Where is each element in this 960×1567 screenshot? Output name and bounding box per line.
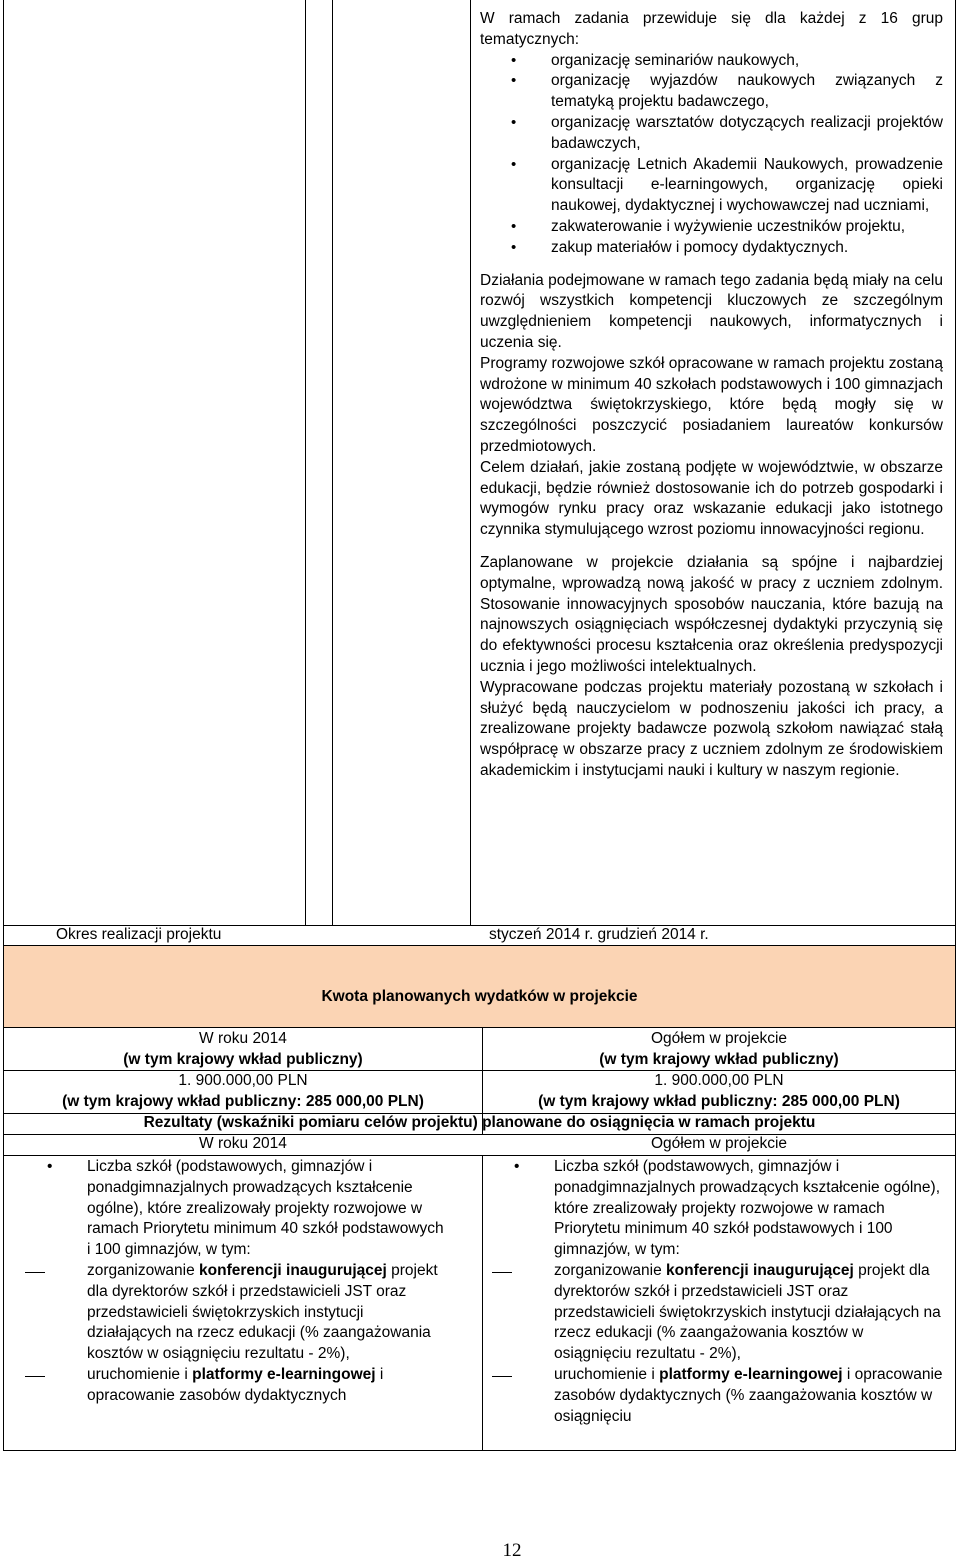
bullet-icon: • [514, 1158, 520, 1175]
expenses-col2-heading: Ogółem w projekcie [650, 1030, 788, 1047]
paragraph-materials: Wypracowane podczas projektu materiały pozostaną w szkołach i służyć będą nauczycielom w podnoszeniu jakości ich pracy, a zrealizowane projekty badawcze pozwolą szkołom nawiązać stałą współpracę w obszarze pracy z uczniem zdolnym ze środowiskiem akademickim i instytucjami nauki i kultury w naszym regionie. [480, 678, 943, 779]
result-indicator: • Liczba szkół (podstawowych, gimnazjów i ponadgimnazjalnych prowadzących kształcenie ogólne), które zrealizowały projekty rozwojowe w ramach Priorytetu minimum 40 szkół podstawowych i 100 gimnazjów, w tym: [514, 1158, 941, 1259]
paragraph-planned-actions: Zaplanowane w projekcie działania są spójne i najbardziej optymalne, wprowadzą nową jakość w pracy z uczniem zdolnym. Stosowanie innowacyjnych sposobów nauczania, które bazują na najnowszych osiągnięciach współczesnej dydaktyki przyczynią się do efektywności procesu kształcenia oraz określenia predyspozycji ucznia i jego możliwości intelektualnych. [480, 553, 943, 675]
list-item: • organizację seminariów naukowych, [480, 51, 943, 72]
amount-public-contribution: (w tym krajowy wkład publiczny: 285 000,00 PLN) [538, 1092, 900, 1110]
list-item: • organizację wyjazdów naukowych związanych z tematyką projektu badawczego, [480, 71, 943, 113]
expenses-col2-subheading: (w tym krajowy wkład publiczny) [599, 1050, 839, 1068]
list-item: • organizację warsztatów dotyczących realizacji projektów badawczych, [480, 113, 943, 155]
table-row-divider [3, 1155, 956, 1156]
table-border-left [3, 945, 4, 1027]
paragraph-goals: Celem działań, jakie zostaną podjęte w województwie, w obszarze edukacji, będzie również dostosowanie ich do potrzeb gospodarki i wymogów rynku pracy oraz wskazanie edukacji jako istotnego czynnika stymulującego wzrost poziomu innowacyjności regionu. [480, 458, 943, 539]
result-sub-item: zorganizowanie konferencji inaugurującej projekt dla dyrektorów szkół i przedstawicieli JST oraz przedstawicieli świętokrzyskich instytucji działających na rzecz edukacji (% zaangażowania kosztów w osiągnięciu rezultatu - 2%), [87, 1261, 449, 1365]
expenses-col1-header [4, 1029, 482, 1071]
task-description [480, 9, 943, 782]
results-title: Rezultaty (wskaźniki pomiaru celów projektu) planowane do osiągnięcia w ramach projektu [143, 1114, 816, 1131]
results-col1-heading: W roku 2014 [199, 1135, 287, 1152]
table-border-right [955, 945, 956, 1027]
list-item: • zakwaterowanie i wyżywienie uczestników projektu, [480, 217, 943, 238]
task-intro: W ramach zadania przewiduje się dla każdej z 16 grup tematycznych: [480, 10, 943, 48]
period-value: styczeń 2014 r. grudzień 2014 r. [489, 926, 709, 943]
page-number: 12 [502, 1540, 522, 1561]
amount-public-contribution: (w tym krajowy wkład publiczny: 285 000,00 PLN) [62, 1092, 424, 1110]
expenses-col2-amount [483, 1071, 955, 1113]
table-row-divider [3, 1027, 956, 1028]
result-indicator: • Liczba szkół (podstawowych, gimnazjów i ponadgimnazjalnych prowadzących kształcenie ogólne), które zrealizowały projekty rozwojowe w ramach Priorytetu minimum 40 szkół podstawowych i 100 gimnazjów, w tym: [47, 1158, 444, 1259]
table-bottom-border [3, 1450, 956, 1451]
table-border-right [955, 0, 956, 945]
expenses-col2-header [483, 1029, 955, 1071]
bullet-icon: • [47, 1158, 53, 1175]
list-item: • organizację Letnich Akademii Naukowych, prowadzenie konsultacji e-learningowych, organizację opieki naukowej, dydaktycznej i wychowawczej nad uczniami, [480, 155, 943, 217]
expenses-col1-subheading: (w tym krajowy wkład publiczny) [123, 1050, 363, 1068]
result-sub-item: zorganizowanie konferencji inaugurującej projekt dla dyrektorów szkół i przedstawicieli JST oraz przedstawicieli świętokrzyskich instytucji działających na rzecz edukacji (% zaangażowania kosztów w osiągnięciu rezultatu - 2%), [554, 1261, 944, 1365]
table-border-left [3, 0, 4, 945]
amount-value: 1. 900.000,00 PLN [178, 1072, 308, 1089]
table-col-divider-2 [332, 0, 333, 925]
paragraph-competences: Działania podejmowane w ramach tego zadania będą miały na celu rozwój wszystkich kompetencji kluczowych ze szczególnym uwzględnieniem kompetencji naukowych, informatycznych i uczenia się. [480, 271, 943, 351]
table-col-divider-1 [305, 0, 306, 925]
list-item: • zakup materiałów i pomocy dydaktycznych. [480, 238, 943, 259]
expenses-title: Kwota planowanych wydatków w projekcie [321, 988, 638, 1005]
expenses-col1-heading: W roku 2014 [199, 1030, 287, 1047]
table-col-divider-3 [470, 0, 471, 925]
result-sub-item: uruchomienie i platformy e-learningowej i opracowanie zasobów dydaktycznych [87, 1365, 449, 1407]
task-activity-list [480, 51, 943, 259]
result-sub-item: uruchomienie i platformy e-learningowej i opracowanie zasobów dydaktycznych (% zaangażowania kosztów w osiągnięciu [554, 1365, 944, 1427]
period-label: Okres realizacji projektu [56, 926, 222, 943]
paragraph-programs: Programy rozwojowe szkół opracowane w ramach projektu zostaną wdrożone w minimum 40 szkołach podstawowych i 100 gimnazjach województwa świętokrzyskiego, które będą mogły się w szczególności poszczycić posiadaniem laureatów konkursów przedmiotowych. [480, 354, 943, 455]
table-col-divider [482, 1155, 483, 1450]
expenses-col1-amount [4, 1071, 482, 1113]
results-col1 [47, 1157, 449, 1407]
results-col2 [514, 1157, 944, 1427]
table-border-right [955, 1027, 956, 1450]
amount-value: 1. 900.000,00 PLN [654, 1072, 784, 1089]
results-col2-heading: Ogółem w projekcie [650, 1135, 788, 1152]
